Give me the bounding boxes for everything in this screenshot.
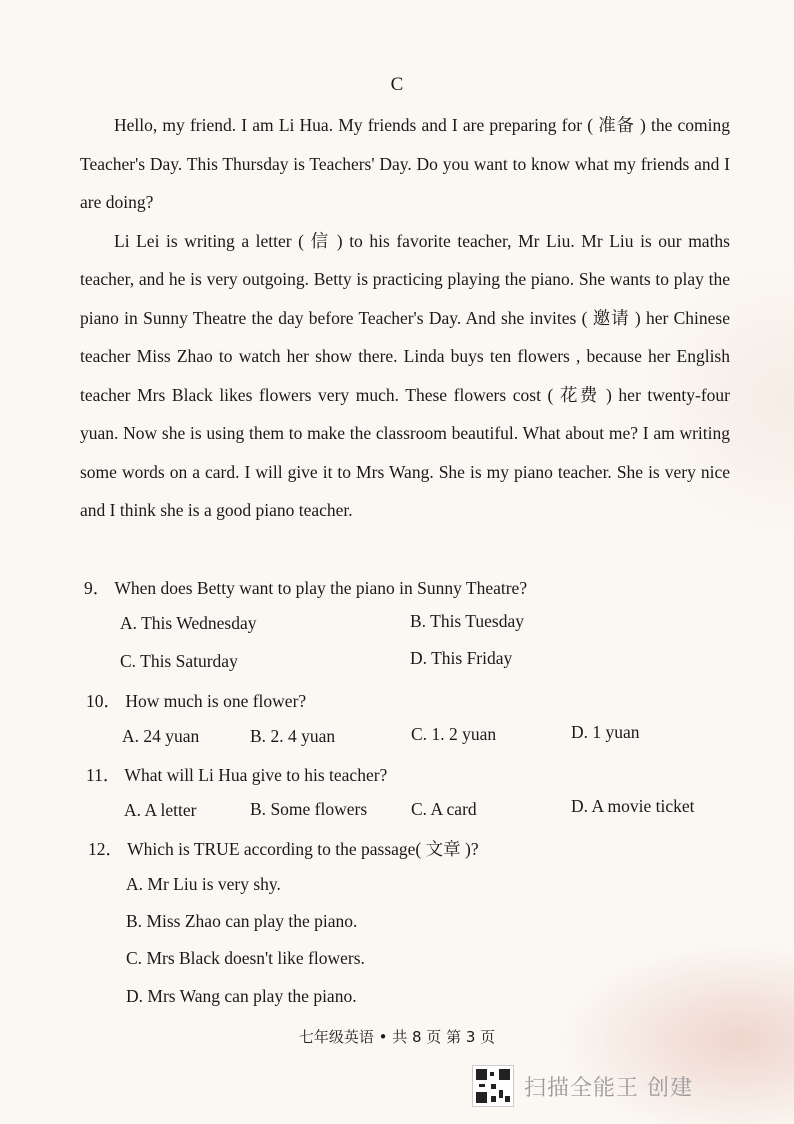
option-text: Miss Zhao can play the piano.: [146, 911, 358, 931]
option-letter: B.: [250, 799, 267, 819]
option-letter: D.: [571, 722, 589, 742]
option-letter: A.: [126, 874, 144, 894]
option-letter: C.: [126, 948, 143, 968]
option-text: 2. 4 yuan: [270, 726, 336, 746]
question-number: 12．: [88, 839, 123, 859]
option-letter: A.: [120, 613, 138, 633]
option-text: This Wednesday: [141, 613, 257, 633]
qr-code-icon: [472, 1065, 514, 1107]
option-12a: [126, 874, 281, 895]
reading-passage: [80, 106, 730, 530]
section-label: C: [390, 74, 404, 95]
option-letter: C.: [411, 724, 428, 744]
question-12: [88, 836, 479, 861]
option-9b: [410, 611, 524, 632]
option-letter: A.: [122, 726, 140, 746]
option-11d: [571, 796, 694, 817]
option-text: This Tuesday: [430, 611, 524, 631]
option-9d: [410, 648, 512, 669]
option-text: This Friday: [431, 648, 513, 668]
option-12d: [126, 986, 357, 1007]
option-text: Mrs Black doesn't like flowers.: [146, 948, 365, 968]
option-text: A movie ticket: [591, 796, 695, 816]
question-10: [86, 688, 306, 713]
option-letter: D.: [571, 796, 589, 816]
question-9: [84, 575, 527, 600]
question-text: When does Betty want to play the piano in Sunny Theatre?: [114, 578, 528, 598]
question-text: Which is TRUE according to the passage( 文章 )?: [127, 839, 479, 859]
passage-paragraph-2: Li Lei is writing a letter ( 信 ) to his favorite teacher, Mr Liu. Mr Liu is our maths teacher, and he is very outgoing. Betty is practicing playing the piano. She wants to play the piano in Sunny Theatre the day before Teacher's Day. And she invites ( 邀请 ) her Chinese teacher Miss Zhao to watch her show there. Linda buys ten flowers , because her English teacher Mrs Black likes flowers very much. These flowers cost ( 花费 ) her twenty-four yuan. Now she is using them to make the classroom beautiful. What about me? I am writing some words on a card. I will give it to Mrs Wang. She is my piano teacher. She is very nice and I think she is a good piano teacher.: [80, 230, 730, 520]
option-text: 1. 2 yuan: [431, 724, 497, 744]
option-11a: [124, 800, 196, 821]
watermark-text: 扫描全能王 创建: [524, 1075, 693, 1101]
question-number: 10．: [86, 691, 121, 711]
option-letter: A.: [124, 800, 142, 820]
option-text: Mrs Wang can play the piano.: [147, 986, 357, 1006]
option-letter: C.: [411, 799, 428, 819]
option-10a: [122, 726, 199, 747]
option-letter: B.: [410, 611, 427, 631]
option-text: This Saturday: [140, 651, 238, 671]
option-text: Mr Liu is very shy.: [147, 874, 281, 894]
question-number: 11．: [86, 765, 121, 785]
option-9a: [120, 613, 256, 634]
question-text: What will Li Hua give to his teacher?: [124, 765, 388, 785]
passage-paragraph-1: Hello, my friend. I am Li Hua. My friends and I are preparing for ( 准备 ) the coming Teacher's Day. This Thursday is Teachers' Day. Do you want to know what my friends and I are doing?: [80, 115, 730, 212]
option-12c: [126, 948, 365, 969]
option-10c: [411, 724, 496, 745]
option-11c: [411, 799, 477, 820]
option-letter: C.: [120, 651, 137, 671]
option-12b: [126, 911, 357, 932]
option-10d: [571, 722, 640, 743]
option-11b: [250, 799, 367, 820]
option-letter: B.: [126, 911, 143, 931]
option-text: 24 yuan: [143, 726, 200, 746]
question-text: How much is one flower?: [125, 691, 307, 711]
page-footer: 七年级英语 • 共 8 页 第 3 页: [298, 1028, 496, 1046]
option-letter: D.: [126, 986, 144, 1006]
option-text: A card: [430, 799, 477, 819]
option-10b: [250, 726, 335, 747]
scanner-watermark: [472, 1064, 693, 1108]
option-text: 1 yuan: [592, 722, 640, 742]
question-11: [86, 762, 387, 787]
option-letter: B.: [250, 726, 267, 746]
question-number: 9．: [84, 578, 111, 598]
option-letter: D.: [410, 648, 428, 668]
option-text: Some flowers: [270, 799, 368, 819]
option-9c: [120, 651, 238, 672]
option-text: A letter: [144, 800, 197, 820]
